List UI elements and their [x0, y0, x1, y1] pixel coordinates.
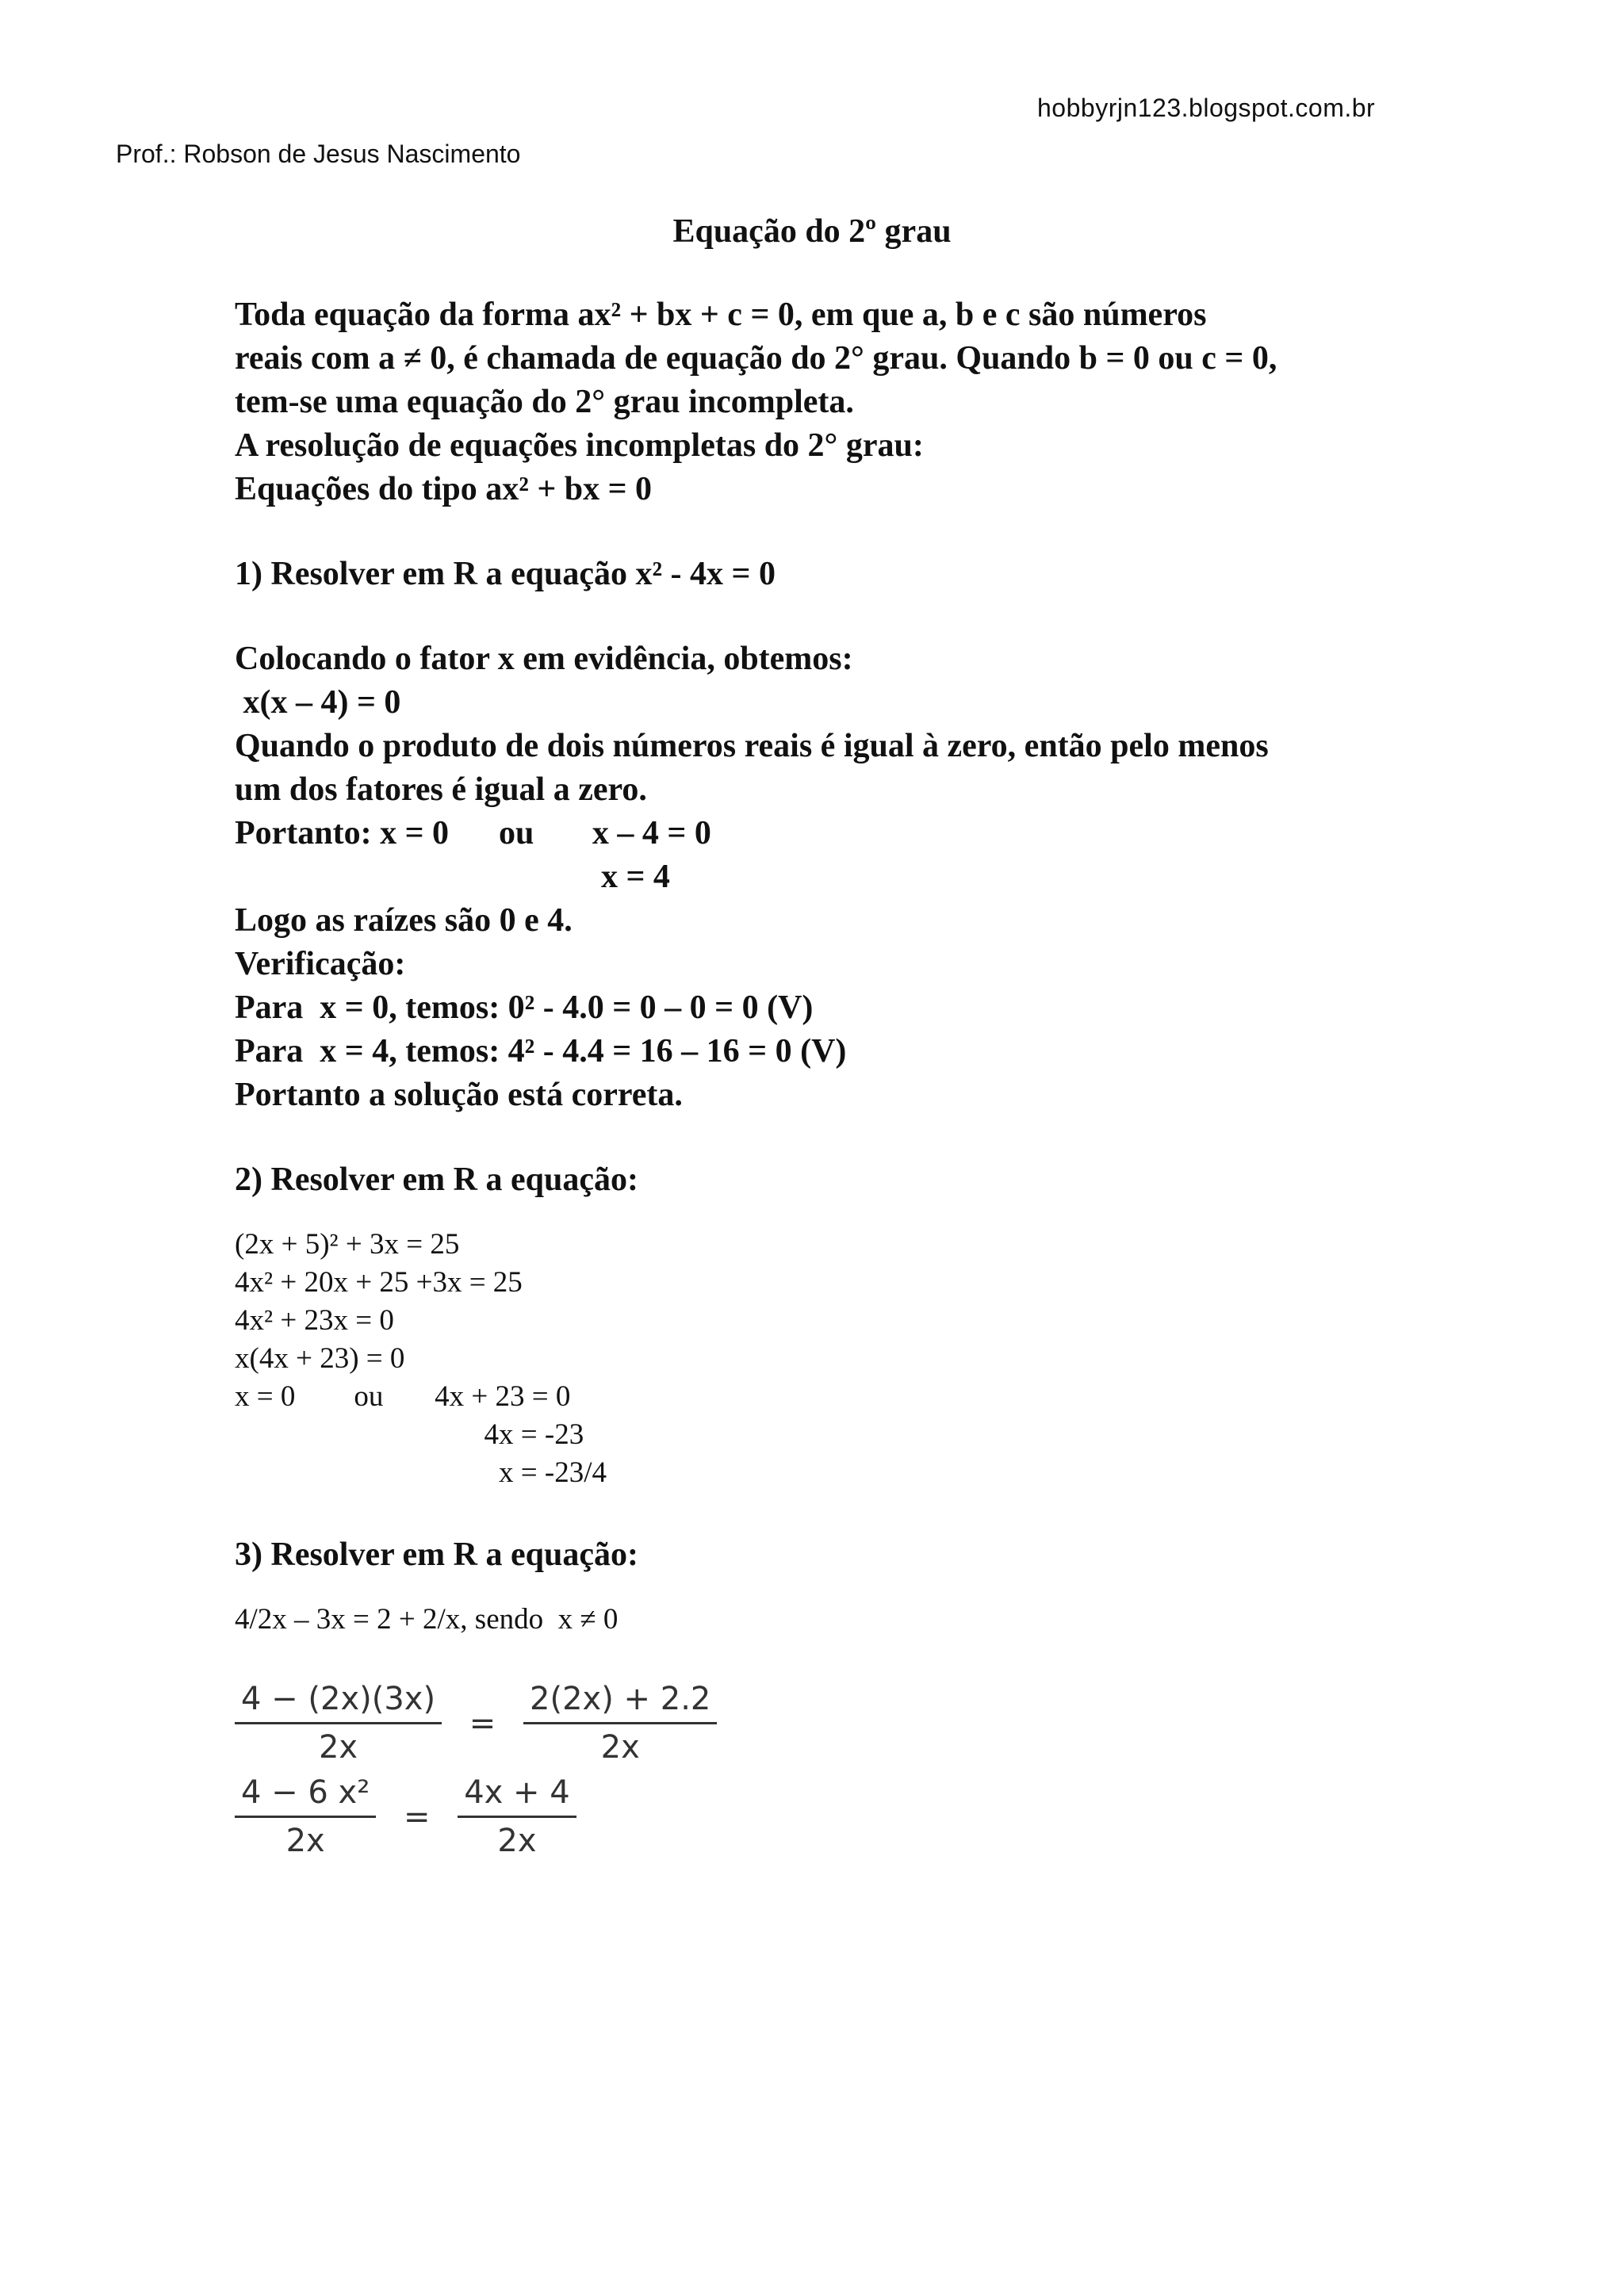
exercise-2-heading: 2) Resolver em R a equação: [235, 1161, 638, 1198]
intro-line: tem-se uma equação do 2° grau incompleta. [235, 384, 854, 420]
exercise-2-line: 4x² + 20x + 25 +3x = 25 [235, 1266, 523, 1299]
fraction-right: $\frac{2(2x) + 2.2}{2x}$ [523, 1681, 717, 1766]
exercise-3-equation: 4/2x – 3x = 2 + 2/x, sendo x ≠ 0 [235, 1603, 619, 1636]
exercise-1-line: Portanto: x = 0 ou x – 4 = 0 [235, 815, 711, 851]
page-title: Equação do 2º grau [672, 213, 952, 250]
exercise-1-line: x(x – 4) = 0 [235, 684, 401, 721]
exercise-1-heading: 1) Resolver em R a equação x² - 4x = 0 [235, 556, 776, 592]
exercise-1-line: Quando o produto de dois números reais é igual à zero, então pelo menos [235, 728, 1269, 764]
intro-line: reais com a ≠ 0, é chamada de equação do 2° grau. Quando b = 0 ou c = 0, [235, 340, 1277, 377]
exercise-2-line: (2x + 5)² + 3x = 25 [235, 1228, 460, 1261]
document-body [235, 293, 1440, 1639]
intro-line: Equações do tipo ax² + bx = 0 [235, 471, 653, 507]
author-line: Prof.: Robson de Jesus Nascimento [116, 140, 521, 168]
fraction-equation-1 [235, 1681, 717, 1766]
exercise-1-line: x = 4 [235, 859, 670, 895]
exercise-2-line: 4x = -23 [235, 1418, 584, 1451]
exercise-1-line: Para x = 0, temos: 0² - 4.0 = 0 – 0 = 0 (V) [235, 989, 814, 1026]
fraction-left: $\frac{4 - (2x)(3x)}{2x}$ [235, 1681, 442, 1766]
exercise-2-line: x = 0 ou 4x + 23 = 0 [235, 1380, 571, 1413]
exercise-1-line: Para x = 4, temos: 4² - 4.4 = 16 – 16 = 0 (V) [235, 1033, 847, 1070]
fraction-left: $\frac{\text{4 − 6 x²}}{2x}$ [235, 1774, 376, 1859]
equals-sign: = [403, 1798, 431, 1835]
exercise-2-line: x = -23/4 [235, 1456, 607, 1489]
exercise-1-line: um dos fatores é igual a zero. [235, 771, 647, 808]
exercise-2-line: x(4x + 23) = 0 [235, 1342, 405, 1375]
fraction-equation-2 [235, 1774, 576, 1859]
intro-line: Toda equação da forma ax² + bx + c = 0, em que a, b e c são números [235, 297, 1207, 333]
exercise-1-line: Portanto a solução está correta. [235, 1077, 683, 1113]
exercise-3-heading: 3) Resolver em R a equação: [235, 1536, 638, 1573]
equals-sign: = [469, 1705, 496, 1742]
exercise-2-line: 4x² + 23x = 0 [235, 1304, 394, 1337]
exercise-1-line: Logo as raízes são 0 e 4. [235, 902, 573, 939]
site-url: hobbyrjn123.blogspot.com.br [1037, 94, 1376, 122]
exercise-1-line: Verificação: [235, 946, 406, 982]
intro-line: A resolução de equações incompletas do 2° grau: [235, 427, 924, 464]
exercise-1-line: Colocando o fator x em evidência, obtemos: [235, 641, 853, 677]
fraction-right: $\frac{4x + 4}{2x}$ [458, 1774, 576, 1859]
